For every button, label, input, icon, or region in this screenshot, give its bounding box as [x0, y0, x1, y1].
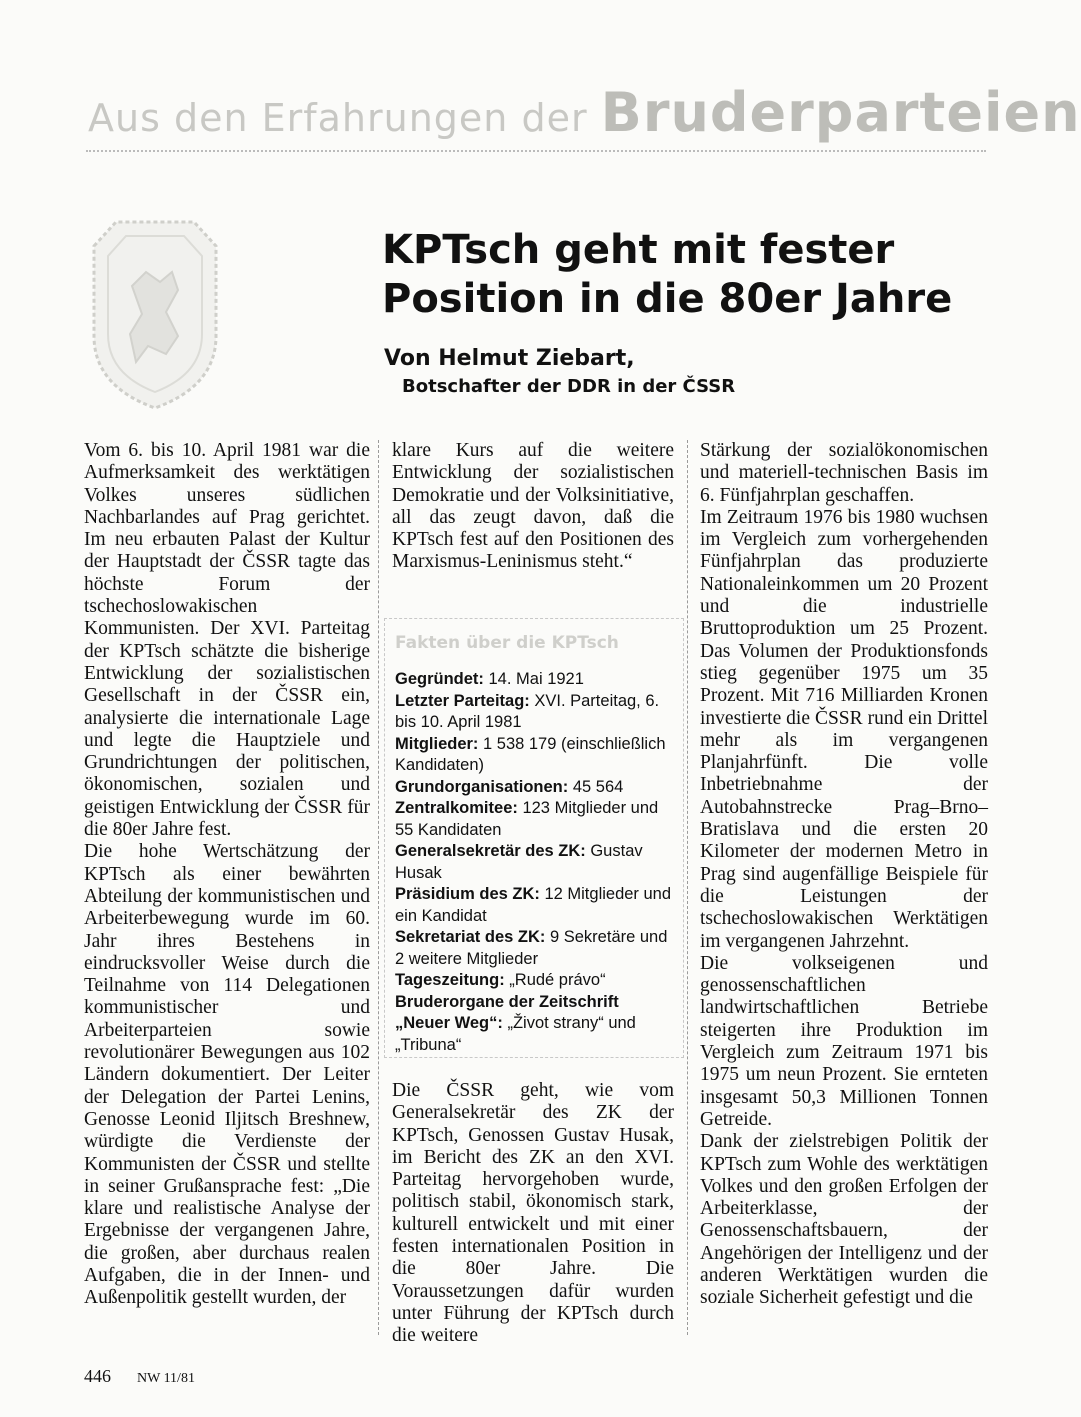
article-column-3: [700, 440, 988, 1310]
fact-value: 123 Mitglieder und 55 Kandidaten: [395, 799, 659, 839]
fact-value: 9 Sekretäre und 2 weitere Mitglieder: [395, 928, 668, 968]
article-column-2: [392, 440, 674, 574]
fact-label: Sekretariat des ZK:: [395, 928, 546, 946]
fact-label: Zentralkomitee:: [395, 799, 518, 817]
fact-value: 14. Mai 1921: [483, 670, 584, 688]
paragraph: Die hohe Wertschätzung der KPTsch als einer bewährten Abteilung der kommunistischen und Arbeiterbewegung wurde im 60. Jahr ihres Bestehens in eindrucksvoller Weise durch die Teilnahme von 114 Delegationen kommunistischer und Arbeiterparteien sowie revolutionärer Bewegungen aus 102 Ländern dokumentiert. Der Leiter der Delegation der Partei Lenins, Genosse Leonid Iljitsch Breshnew, würdigte die Verdienste der Kommunisten der ČSSR und stellte in seiner Grußansprache fest: „Die klare und realistische Analyse der Ergebnisse der vergangenen Jahre, die großen, aber durchaus realen Aufgaben, die in der Innen- und Außenpolitik gestellt wurden, der: [84, 841, 370, 1309]
fact-label: Bruderorgane der Zeitschrift „Neuer Weg“:: [395, 992, 619, 1032]
fact-item: [395, 992, 673, 1057]
page-number: 446: [84, 1366, 111, 1386]
fact-value: Gustav Husak: [395, 842, 643, 882]
paragraph: Dank der zielstrebigen Politik der KPTsch zum Wohle des werktätigen Volkes und den großen Erfolgen der Arbeiterklasse, der Genossenschaftsbauern, der Angehörigen der Intelligenz und der anderen Werktätigen wurden die soziale Sicherheit gefestigt und die: [700, 1131, 988, 1309]
author-name: Von Helmut Ziebart,: [384, 346, 635, 371]
page-footer: [84, 1366, 195, 1387]
fact-item: [395, 734, 673, 777]
fact-label: Letzter Parteitag:: [395, 691, 530, 710]
paragraph: Stärkung der sozialökonomischen und materiell-technischen Basis im 6. Fünfjahrplan geschaffen.: [700, 440, 988, 506]
article-column-2-continued: [392, 1080, 674, 1348]
paragraph: Die volkseigenen und genossenschaftlichen landwirtschaftlichen Betriebe steigerten ihre Produktion im Vergleich zum Zeitraum 1971 bis 1975 um neun Prozent. Sie ernteten insgesamt 50,3 Millionen Tonnen Getreide.: [700, 952, 988, 1130]
paragraph: Die ČSSR geht, wie vom Generalsekretär des ZK der KPTsch, Genossen Gustav Husak, im Bericht des ZK an den XVI. Parteitag hervorgehoben wurde, politisch stabil, ökonomisch stark, kulturell entwickelt und mit einer festen internationalen Position in die 80er Jahre. Die Voraussetzungen dafür wurden unter Führung der KPTsch durch die weitere: [392, 1080, 674, 1347]
section-kicker: [88, 81, 1081, 144]
fact-item: [395, 777, 673, 799]
fact-label: Mitglieder:: [395, 734, 479, 753]
issue-label: NW 11/81: [137, 1371, 195, 1386]
headline-line-2: Position in die 80er Jahre: [382, 276, 953, 322]
fact-box: [384, 618, 684, 1058]
fact-label: Gegründet:: [395, 670, 484, 688]
fact-label: Generalsekretär des ZK:: [395, 842, 586, 860]
fact-value: 12 Mitglieder und ein Kandidat: [395, 885, 672, 925]
paragraph: Vom 6. bis 10. April 1981 war die Aufmerksamkeit des werktätigen Volkes unseres südlichen Nachbarlandes auf Prag gerichtet. Im neu erbauten Palast der Kultur der Hauptstadt der ČSSR tagte das höchste Forum der tschechoslowakischen Kommunisten. Der XVI. Parteitag der KPTsch schätzte die bisherige Entwicklung der sozialistischen Gesellschaft in der ČSSR ein, analysierte die internationale Lage und legte die Hauptziele und Grundrichtungen der politischen, ökonomischen, sozialen und geistigen Entwicklung der ČSSR für die 80er Jahre fest.: [84, 440, 370, 841]
column-divider: [378, 440, 379, 1335]
fact-item: [395, 927, 673, 970]
fact-label: Tageszeitung:: [395, 971, 505, 989]
paragraph: klare Kurs auf die weitere Entwicklung der sozialistischen Demokratie und der Volksinitiative, all das zeugt davon, daß die KPTsch fest auf den Positionen des Marxismus-Leninismus steht.“: [392, 440, 674, 573]
kicker-emphasis: Bruderparteien: [600, 81, 1081, 144]
fact-label: Grundorganisationen:: [395, 777, 569, 796]
page-title: [382, 226, 1002, 324]
fact-value: XVI. Parteitag, 6. bis 10. April 1981: [395, 691, 660, 731]
fact-box-title: Fakten über die KPTsch: [395, 633, 619, 653]
byline: [384, 345, 984, 401]
fact-item: [395, 691, 673, 734]
fact-label: Präsidium des ZK:: [395, 885, 540, 903]
author-role: Botschafter der DDR in der ČSSR: [402, 376, 736, 397]
kicker-lead: Aus den Erfahrungen der: [88, 96, 601, 140]
fact-value: „Život strany“ und „Tribuna“: [395, 1014, 636, 1054]
fact-item: [395, 841, 673, 884]
fact-item: [395, 970, 673, 992]
headline-line-1: KPTsch geht mit fester: [382, 227, 895, 273]
fact-value: 1 538 179 (einschließlich Kandidaten): [395, 734, 666, 774]
fact-item: [395, 669, 673, 691]
fact-value: „Rudé právo“: [504, 971, 606, 989]
state-emblem-icon: [86, 216, 224, 414]
column-divider: [687, 440, 688, 1335]
paragraph: Im Zeitraum 1976 bis 1980 wuchsen im Vergleich zum vorhergehenden Fünfjahrplan das produzierte Nationaleinkommen um 20 Prozent und die industrielle Bruttoproduktion um 25 Prozent. Das Volumen der Produktionsfonds stieg gegenüber 1975 um 35 Prozent. Mit 716 Milliarden Kronen investierte die ČSSR rund ein Drittel mehr als im vergangenen Planjahrfünft. Die volle Inbetriebnahme der Autobahnstrecke Prag–Brno–Bratislava und die ersten 20 Kilometer der modernen Metro in Prag sind augenfällige Beispiele für die Leistungen der tschechoslowakischen Werktätigen im vergangenen Jahrzehnt.: [700, 506, 988, 952]
fact-item: [395, 798, 673, 841]
fact-item: [395, 884, 673, 927]
kicker-divider: [86, 150, 986, 152]
fact-value: 45 564: [568, 777, 624, 796]
article-column-1: [84, 440, 370, 1310]
